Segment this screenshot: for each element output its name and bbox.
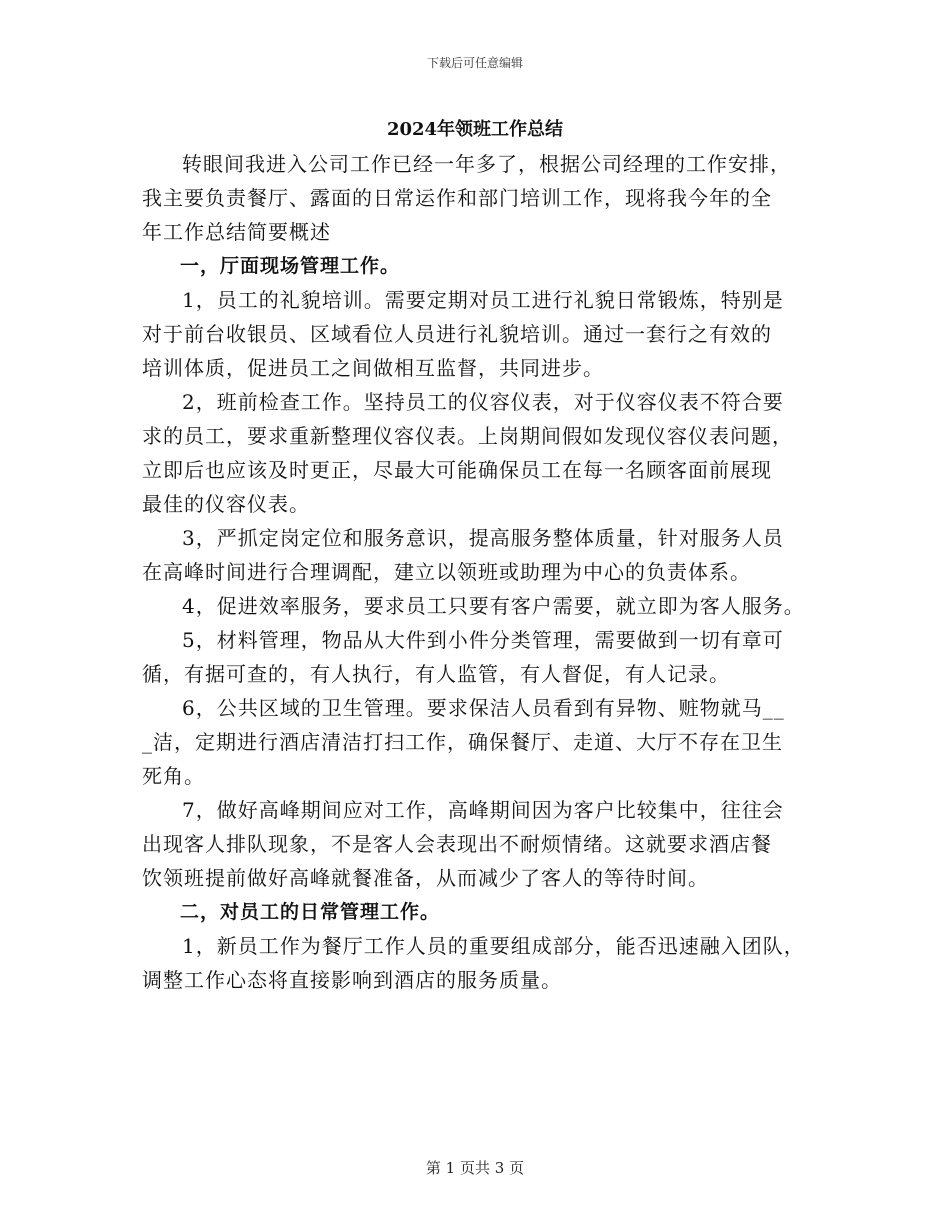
text-line: 最佳的仪容仪表。 [142,492,310,516]
intro-paragraph [142,147,812,249]
list-item [142,385,812,521]
text-line: 立即后也应该及时更正，尽最大可能确保员工在每一名顾客面前展现 [142,458,772,482]
text-line: 4，促进效率服务，要求员工只要有客户需要，就立即为客人服务。 [182,594,805,618]
list-item [142,521,812,589]
text-line: 1，新员工作为餐厅工作人员的重要组成部分，能否迅速融入团队， [182,934,805,958]
text-line: 在高峰时间进行合理调配，建立以领班或助理为中心的负责体系。 [142,560,751,584]
document-title: 2024年领班工作总结 [386,119,564,140]
text-line: 求的员工，要求重新整理仪容仪表。上岗期间假如发现仪容仪表问题， [142,424,793,448]
list-item [142,691,812,793]
list-item [142,929,812,997]
text-line: 7，做好高峰期间应对工作，高峰期间因为客户比较集中，往往会 [182,798,784,822]
text-line: 转眼间我进入公司工作已经一年多了，根据公司经理的工作安排， [182,152,791,176]
list-item [142,283,812,385]
text-line: 我主要负责餐厅、露面的日常运作和部门培训工作，现将我今年的全 [142,186,772,210]
text-line: 对于前台收银员、区域看位人员进行礼貌培训。通过一套行之有效的 [142,322,772,346]
text-line: _洁，定期进行酒店清洁打扫工作，确保餐厅、走道、大厅不存在卫生 [142,730,783,754]
text-line: 循，有据可查的，有人执行，有人监管，有人督促，有人记录。 [142,662,730,686]
document-body [142,147,812,997]
page-number: 第 1 页共 3 页 [425,1159,525,1177]
section-heading-1: 一，厅面现场管理工作。 [180,255,401,277]
text-line: 1，员工的礼貌培训。需要定期对员工进行礼貌日常锻炼，特别是 [182,288,784,312]
text-line: 5，材料管理，物品从大件到小件分类管理，需要做到一切有章可 [182,628,784,652]
text-line: 3，严抓定岗定位和服务意识，提高服务整体质量，针对服务人员 [182,526,784,550]
section-heading-2: 二，对员工的日常管理工作。 [180,901,441,923]
text-line: 调整工作心态将直接影响到酒店的服务质量。 [142,968,562,992]
list-item [142,623,812,691]
text-line: 2，班前检查工作。坚持员工的仪容仪表，对于仪容仪表不符合要 [182,390,784,414]
text-line: 死角。 [142,764,205,788]
text-line: 饮领班提前做好高峰就餐准备，从而减少了客人的等待时间。 [142,866,709,890]
text-line: 培训体质，促进员工之间做相互监督，共同进步。 [142,356,604,380]
text-line: 年工作总结简要概述 [142,220,331,244]
page-header-note: 下载后可任意编辑 [426,56,523,70]
text-line: 6，公共区域的卫生管理。要求保洁人员看到有异物、赃物就马__ [182,696,785,720]
list-item [142,589,812,623]
text-line: 出现客人排队现象，不是客人会表现出不耐烦情绪。这就要求酒店餐 [142,832,772,856]
list-item [142,793,812,895]
